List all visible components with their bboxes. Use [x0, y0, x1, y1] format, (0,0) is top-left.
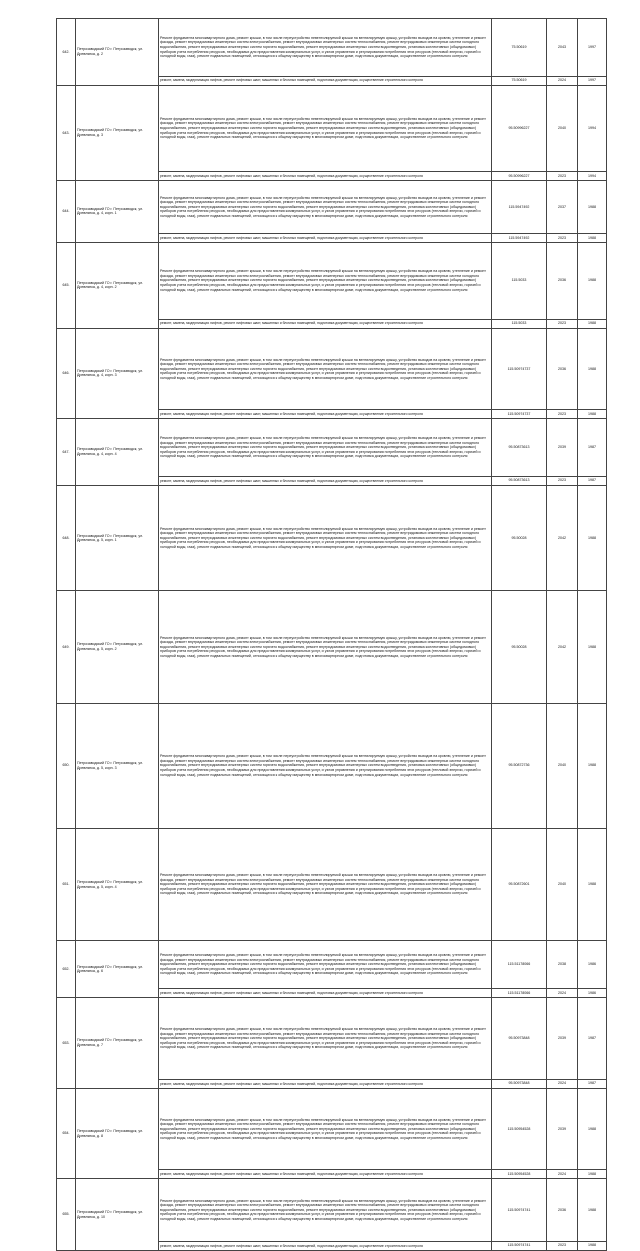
cost-cell: 115.50974741 [492, 1241, 547, 1250]
address-cell: Петрозаводский ГО г. Петрозаводск, ул. Древлянка, д. 4, корп. 1 [76, 180, 159, 242]
build-year-cell: 1997 [578, 19, 607, 77]
table-row [57, 328, 607, 410]
table-row [57, 998, 607, 1080]
build-year-cell: 1994 [578, 85, 607, 171]
work-description: Ремонт фундамента многоквартирного дома, ремонт крыши, в том числе переустройство невентилируемой крыши на вентилируемую крышу, устройство выходов на кровлю, утепление и ремонт фасада, ремонт внутридомовых инженерных систем электроснабжения, ремонт внутридомовых инженерных систем теплоснабжения, ремонт внутридомовых инженерных систем холодного водоснабжения, ремонт внутридомовых инженерных систем горячего водоснабжения, ремонт внутридомовых инженерных систем водоотведения, установка коллективных (общедомовых) приборов учета потребления ресурсов, необходимых для предоставления коммунальных услуг, и узлов управления и регулирования потребления этих ресурсов (тепловой энергии, горячей и холодной воды, газа), ремонт подвальных помещений, относящихся к общему имуществу в многоквартирном доме, подготовка документации, осуществление строительного контроля [159, 242, 492, 319]
repair-year-cell: 2038 [547, 941, 578, 989]
address-cell: Петрозаводский ГО г. Петрозаводск, ул. Древлянка, д. 8 [76, 1088, 159, 1179]
work-description: Ремонт фундамента многоквартирного дома, ремонт крыши, в том числе переустройство невентилируемой крыши на вентилируемую крышу, устройство выходов на кровлю, утепление и ремонт фасада, ремонт внутридомовых инженерных систем электроснабжения, ремонт внутридомовых инженерных систем теплоснабжения, ремонт внутридомовых инженерных систем холодного водоснабжения, ремонт внутридомовых инженерных систем горячего водоснабжения, ремонт внутридомовых инженерных систем водоотведения, установка коллективных (общедомовых) приборов учета потребления ресурсов, необходимых для предоставления коммунальных услуг, и узлов управления и регулирования потребления этих ресурсов (тепловой энергии, горячей и холодной воды, газа), ремонт подвальных помещений, относящихся к общему имуществу в многоквартирном доме, подготовка документации, осуществление строительного контроля [159, 485, 492, 591]
work-description-lift: ремонт, замена, модернизация лифтов, ремонт лифтовых шахт, машинных и блочных помещений, подготовка документации, осуществление строительного контроля [159, 1170, 492, 1179]
repair-year-cell: 2039 [547, 419, 578, 477]
work-description: Ремонт фундамента многоквартирного дома, ремонт крыши, в том числе переустройство невентилируемой крыши на вентилируемую крышу, устройство выходов на кровлю, утепление и ремонт фасада, ремонт внутридомовых инженерных систем электроснабжения, ремонт внутридомовых инженерных систем теплоснабжения, ремонт внутридомовых инженерных систем холодного водоснабжения, ремонт внутридомовых инженерных систем горячего водоснабжения, ремонт внутридомовых инженерных систем водоотведения, установка коллективных (общедомовых) приборов учета потребления ресурсов, необходимых для предоставления коммунальных услуг, и узлов управления и регулирования потребления этих ресурсов (тепловой энергии, горячей и холодной воды, газа), ремонт подвальных помещений, относящихся к общему имуществу в многоквартирном доме, подготовка документации, осуществление строительного контроля [159, 941, 492, 989]
repair-year-cell: 2043 [547, 19, 578, 77]
repair-year-cell: 2023 [547, 233, 578, 242]
row-number: 644. [57, 180, 76, 242]
work-description-lift: ремонт, замена, модернизация лифтов, ремонт лифтовых шахт, машинных и блочных помещений, подготовка документации, осуществление строительного контроля [159, 319, 492, 328]
build-year-cell: 1988 [578, 1241, 607, 1250]
work-description: Ремонт фундамента многоквартирного дома, ремонт крыши, в том числе переустройство невентилируемой крыши на вентилируемую крышу, устройство выходов на кровлю, утепление и ремонт фасада, ремонт внутридомовых инженерных систем электроснабжения, ремонт внутридомовых инженерных систем теплоснабжения, ремонт внутридомовых инженерных систем холодного водоснабжения, ремонт внутридомовых инженерных систем горячего водоснабжения, ремонт внутридомовых инженерных систем водоотведения, установка коллективных (общедомовых) приборов учета потребления ресурсов, необходимых для предоставления коммунальных услуг, и узлов управления и регулирования потребления этих ресурсов (тепловой энергии, горячей и холодной воды, газа), ремонт подвальных помещений, относящихся к общему имуществу в многоквартирном доме, подготовка документации, осуществление строительного контроля [159, 419, 492, 477]
address-cell: Петрозаводский ГО г. Петрозаводск, ул. Древлянка, д. 5, корп. 4 [76, 828, 159, 940]
address-cell: Петрозаводский ГО г. Петрозаводск, ул. Древлянка, д. 5, корп. 2 [76, 591, 159, 703]
cost-cell: 115.50954528 [492, 1170, 547, 1179]
cost-cell: 75.50619 [492, 19, 547, 77]
address-cell: Петрозаводский ГО г. Петрозаводск, ул. Древлянка, д. 4, корп. 2 [76, 242, 159, 328]
build-year-cell: 1994 [578, 171, 607, 180]
cost-cell: 95.50028 [492, 591, 547, 703]
build-year-cell: 1987 [578, 476, 607, 485]
capital-repair-table [56, 18, 607, 1251]
row-number: 654. [57, 1088, 76, 1179]
repair-year-cell: 2036 [547, 328, 578, 410]
cost-cell: 115.5947492 [492, 233, 547, 242]
work-description-lift: ремонт, замена, модернизация лифтов, ремонт лифтовых шахт, машинных и блочных помещений, подготовка документации, осуществление строительного контроля [159, 171, 492, 180]
address-cell: Петрозаводский ГО г. Петрозаводск, ул. Древлянка, д. 6 [76, 941, 159, 998]
table-row [57, 85, 607, 171]
cost-cell: 95.50996227 [492, 85, 547, 171]
repair-year-cell: 2039 [547, 1088, 578, 1170]
cost-cell: 95.50873613 [492, 419, 547, 477]
build-year-cell: 1987 [578, 419, 607, 477]
table-row [57, 19, 607, 77]
row-number: 642. [57, 19, 76, 86]
cost-cell: 95.50872601 [492, 828, 547, 940]
row-number: 653. [57, 998, 76, 1089]
work-description: Ремонт фундамента многоквартирного дома, ремонт крыши, в том числе переустройство невентилируемой крыши на вентилируемую крышу, устройство выходов на кровлю, утепление и ремонт фасада, ремонт внутридомовых инженерных систем электроснабжения, ремонт внутридомовых инженерных систем теплоснабжения, ремонт внутридомовых инженерных систем холодного водоснабжения, ремонт внутридомовых инженерных систем горячего водоснабжения, ремонт внутридомовых инженерных систем водоотведения, установка коллективных (общедомовых) приборов учета потребления ресурсов, необходимых для предоставления коммунальных услуг, и узлов управления и регулирования потребления этих ресурсов (тепловой энергии, горячей и холодной воды, газа), ремонт подвальных помещений, относящихся к общему имуществу в многоквартирном доме, подготовка документации, осуществление строительного контроля [159, 591, 492, 703]
build-year-cell: 1988 [578, 591, 607, 703]
build-year-cell: 1987 [578, 1079, 607, 1088]
cost-cell: 115.5947492 [492, 180, 547, 233]
address-cell: Петрозаводский ГО г. Петрозаводск, ул. Древлянка, д. 2 [76, 19, 159, 86]
repair-year-cell: 2023 [547, 410, 578, 419]
row-number: 647. [57, 419, 76, 486]
work-description: Ремонт фундамента многоквартирного дома, ремонт крыши, в том числе переустройство невентилируемой крыши на вентилируемую крышу, устройство выходов на кровлю, утепление и ремонт фасада, ремонт внутридомовых инженерных систем электроснабжения, ремонт внутридомовых инженерных систем теплоснабжения, ремонт внутридомовых инженерных систем холодного водоснабжения, ремонт внутридомовых инженерных систем горячего водоснабжения, ремонт внутридомовых инженерных систем водоотведения, установка коллективных (общедомовых) приборов учета потребления ресурсов, необходимых для предоставления коммунальных услуг, и узлов управления и регулирования потребления этих ресурсов (тепловой энергии, горячей и холодной воды, газа), ремонт подвальных помещений, относящихся к общему имуществу в многоквартирном доме, подготовка документации, осуществление строительного контроля [159, 828, 492, 940]
cost-cell: 115.51178066 [492, 941, 547, 989]
cost-cell: 95.50996227 [492, 171, 547, 180]
build-year-cell: 1997 [578, 76, 607, 85]
build-year-cell: 1988 [578, 703, 607, 828]
table-row [57, 828, 607, 940]
work-description-lift: ремонт, замена, модернизация лифтов, ремонт лифтовых шахт, машинных и блочных помещений, подготовка документации, осуществление строительного контроля [159, 410, 492, 419]
work-description-lift: ремонт, замена, модернизация лифтов, ремонт лифтовых шахт, машинных и блочных помещений, подготовка документации, осуществление строительного контроля [159, 233, 492, 242]
repair-year-cell: 2039 [547, 998, 578, 1080]
build-year-cell: 1988 [578, 1088, 607, 1170]
work-description: Ремонт фундамента многоквартирного дома, ремонт крыши, в том числе переустройство невентилируемой крыши на вентилируемую крышу, устройство выходов на кровлю, утепление и ремонт фасада, ремонт внутридомовых инженерных систем электроснабжения, ремонт внутридомовых инженерных систем теплоснабжения, ремонт внутридомовых инженерных систем холодного водоснабжения, ремонт внутридомовых инженерных систем горячего водоснабжения, ремонт внутридомовых инженерных систем водоотведения, установка коллективных (общедомовых) приборов учета потребления ресурсов, необходимых для предоставления коммунальных услуг, и узлов управления и регулирования потребления этих ресурсов (тепловой энергии, горячей и холодной воды, газа), ремонт подвальных помещений, относящихся к общему имуществу в многоквартирном доме, подготовка документации, осуществление строительного контроля [159, 180, 492, 233]
repair-year-cell: 2040 [547, 85, 578, 171]
table-row [57, 1179, 607, 1241]
table-row [57, 591, 607, 703]
cost-cell: 75.50619 [492, 76, 547, 85]
table-row [57, 485, 607, 591]
cost-cell: 95.50872736 [492, 703, 547, 828]
cost-cell: 95.50873613 [492, 476, 547, 485]
row-number: 650. [57, 703, 76, 828]
address-cell: Петрозаводский ГО г. Петрозаводск, ул. Древлянка, д. 3 [76, 85, 159, 180]
address-cell: Петрозаводский ГО г. Петрозаводск, ул. Древлянка, д. 7 [76, 998, 159, 1089]
repair-year-cell: 2023 [547, 171, 578, 180]
build-year-cell: 1987 [578, 998, 607, 1080]
address-cell: Петрозаводский ГО г. Петрозаводск, ул. Древлянка, д. 10 [76, 1179, 159, 1250]
table-body [57, 19, 607, 1251]
row-number: 655. [57, 1179, 76, 1250]
build-year-cell: 1988 [578, 328, 607, 410]
repair-year-cell: 2040 [547, 703, 578, 828]
repair-year-cell: 2042 [547, 485, 578, 591]
repair-year-cell: 2024 [547, 1079, 578, 1088]
work-description: Ремонт фундамента многоквартирного дома, ремонт крыши, в том числе переустройство невентилируемой крыши на вентилируемую крышу, устройство выходов на кровлю, утепление и ремонт фасада, ремонт внутридомовых инженерных систем электроснабжения, ремонт внутридомовых инженерных систем теплоснабжения, ремонт внутридомовых инженерных систем холодного водоснабжения, ремонт внутридомовых инженерных систем горячего водоснабжения, ремонт внутридомовых инженерных систем водоотведения, установка коллективных (общедомовых) приборов учета потребления ресурсов, необходимых для предоставления коммунальных услуг, и узлов управления и регулирования потребления этих ресурсов (тепловой энергии, горячей и холодной воды, газа), ремонт подвальных помещений, относящихся к общему имуществу в многоквартирном доме, подготовка документации, осуществление строительного контроля [159, 85, 492, 171]
row-number: 649. [57, 591, 76, 703]
build-year-cell: 1988 [578, 1179, 607, 1241]
table-row [57, 703, 607, 828]
repair-year-cell: 2040 [547, 828, 578, 940]
cost-cell: 115.50974741 [492, 1179, 547, 1241]
address-cell: Петрозаводский ГО г. Петрозаводск, ул. Древлянка, д. 4, корп. 4 [76, 419, 159, 486]
cost-cell: 95.50973848 [492, 1079, 547, 1088]
work-description-lift: ремонт, замена, модернизация лифтов, ремонт лифтовых шахт, машинных и блочных помещений, подготовка документации, осуществление строительного контроля [159, 1079, 492, 1088]
work-description-lift: ремонт, замена, модернизация лифтов, ремонт лифтовых шахт, машинных и блочных помещений, подготовка документации, осуществление строительного контроля [159, 989, 492, 998]
build-year-cell: 1988 [578, 828, 607, 940]
build-year-cell: 1988 [578, 242, 607, 319]
work-description: Ремонт фундамента многоквартирного дома, ремонт крыши, в том числе переустройство невентилируемой крыши на вентилируемую крышу, устройство выходов на кровлю, утепление и ремонт фасада, ремонт внутридомовых инженерных систем электроснабжения, ремонт внутридомовых инженерных систем теплоснабжения, ремонт внутридомовых инженерных систем холодного водоснабжения, ремонт внутридомовых инженерных систем горячего водоснабжения, ремонт внутридомовых инженерных систем водоотведения, установка коллективных (общедомовых) приборов учета потребления ресурсов, необходимых для предоставления коммунальных услуг, и узлов управления и регулирования потребления этих ресурсов (тепловой энергии, горячей и холодной воды, газа), ремонт подвальных помещений, относящихся к общему имуществу в многоквартирном доме, подготовка документации, осуществление строительного контроля [159, 328, 492, 410]
work-description: Ремонт фундамента многоквартирного дома, ремонт крыши, в том числе переустройство невентилируемой крыши на вентилируемую крышу, устройство выходов на кровлю, утепление и ремонт фасада, ремонт внутридомовых инженерных систем электроснабжения, ремонт внутридомовых инженерных систем теплоснабжения, ремонт внутридомовых инженерных систем холодного водоснабжения, ремонт внутридомовых инженерных систем горячего водоснабжения, ремонт внутридомовых инженерных систем водоотведения, установка коллективных (общедомовых) приборов учета потребления ресурсов, необходимых для предоставления коммунальных услуг, и узлов управления и регулирования потребления этих ресурсов (тепловой энергии, горячей и холодной воды, газа), ремонт подвальных помещений, относящихся к общему имуществу в многоквартирном доме, подготовка документации, осуществление строительного контроля [159, 1179, 492, 1241]
register-sheet [56, 18, 596, 1251]
repair-year-cell: 2024 [547, 989, 578, 998]
table-row [57, 1088, 607, 1170]
repair-year-cell: 2023 [547, 476, 578, 485]
build-year-cell: 1988 [578, 319, 607, 328]
work-description-lift: ремонт, замена, модернизация лифтов, ремонт лифтовых шахт, машинных и блочных помещений, подготовка документации, осуществление строительного контроля [159, 76, 492, 85]
build-year-cell: 1988 [578, 410, 607, 419]
address-cell: Петрозаводский ГО г. Петрозаводск, ул. Древлянка, д. 5, корп. 3 [76, 703, 159, 828]
address-cell: Петрозаводский ГО г. Петрозаводск, ул. Древлянка, д. 5, корп. 1 [76, 485, 159, 591]
build-year-cell: 1988 [578, 233, 607, 242]
build-year-cell: 1986 [578, 989, 607, 998]
row-number: 643. [57, 85, 76, 180]
build-year-cell: 1988 [578, 485, 607, 591]
repair-year-cell: 2023 [547, 1241, 578, 1250]
repair-year-cell: 2037 [547, 180, 578, 233]
cost-cell: 95.50028 [492, 485, 547, 591]
repair-year-cell: 2036 [547, 1179, 578, 1241]
table-row [57, 419, 607, 477]
build-year-cell: 1988 [578, 180, 607, 233]
table-row [57, 180, 607, 233]
cost-cell: 115.51178066 [492, 989, 547, 998]
cost-cell: 115.5033 [492, 242, 547, 319]
repair-year-cell: 2042 [547, 591, 578, 703]
table-row [57, 242, 607, 319]
work-description: Ремонт фундамента многоквартирного дома, ремонт крыши, в том числе переустройство невентилируемой крыши на вентилируемую крышу, устройство выходов на кровлю, утепление и ремонт фасада, ремонт внутридомовых инженерных систем электроснабжения, ремонт внутридомовых инженерных систем теплоснабжения, ремонт внутридомовых инженерных систем холодного водоснабжения, ремонт внутридомовых инженерных систем горячего водоснабжения, ремонт внутридомовых инженерных систем водоотведения, установка коллективных (общедомовых) приборов учета потребления ресурсов, необходимых для предоставления коммунальных услуг, и узлов управления и регулирования потребления этих ресурсов (тепловой энергии, горячей и холодной воды, газа), ремонт подвальных помещений, относящихся к общему имуществу в многоквартирном доме, подготовка документации, осуществление строительного контроля [159, 19, 492, 77]
row-number: 645. [57, 242, 76, 328]
work-description: Ремонт фундамента многоквартирного дома, ремонт крыши, в том числе переустройство невентилируемой крыши на вентилируемую крышу, устройство выходов на кровлю, утепление и ремонт фасада, ремонт внутридомовых инженерных систем электроснабжения, ремонт внутридомовых инженерных систем теплоснабжения, ремонт внутридомовых инженерных систем холодного водоснабжения, ремонт внутридомовых инженерных систем горячего водоснабжения, ремонт внутридомовых инженерных систем водоотведения, установка коллективных (общедомовых) приборов учета потребления ресурсов, необходимых для предоставления коммунальных услуг, и узлов управления и регулирования потребления этих ресурсов (тепловой энергии, горячей и холодной воды, газа), ремонт подвальных помещений, относящихся к общему имуществу в многоквартирном доме, подготовка документации, осуществление строительного контроля [159, 703, 492, 828]
cost-cell: 95.50973848 [492, 998, 547, 1080]
row-number: 648. [57, 485, 76, 591]
build-year-cell: 1986 [578, 941, 607, 989]
row-number: 646. [57, 328, 76, 419]
repair-year-cell: 2023 [547, 319, 578, 328]
address-cell: Петрозаводский ГО г. Петрозаводск, ул. Древлянка, д. 4, корп. 3 [76, 328, 159, 419]
row-number: 651. [57, 828, 76, 940]
repair-year-cell: 2036 [547, 242, 578, 319]
cost-cell: 115.5033 [492, 319, 547, 328]
work-description: Ремонт фундамента многоквартирного дома, ремонт крыши, в том числе переустройство невентилируемой крыши на вентилируемую крышу, устройство выходов на кровлю, утепление и ремонт фасада, ремонт внутридомовых инженерных систем электроснабжения, ремонт внутридомовых инженерных систем теплоснабжения, ремонт внутридомовых инженерных систем холодного водоснабжения, ремонт внутридомовых инженерных систем горячего водоснабжения, ремонт внутридомовых инженерных систем водоотведения, установка коллективных (общедомовых) приборов учета потребления ресурсов, необходимых для предоставления коммунальных услуг, и узлов управления и регулирования потребления этих ресурсов (тепловой энергии, горячей и холодной воды, газа), ремонт подвальных помещений, относящихся к общему имуществу в многоквартирном доме, подготовка документации, осуществление строительного контроля [159, 998, 492, 1080]
cost-cell: 115.50974737 [492, 328, 547, 410]
repair-year-cell: 2024 [547, 76, 578, 85]
work-description-lift: ремонт, замена, модернизация лифтов, ремонт лифтовых шахт, машинных и блочных помещений, подготовка документации, осуществление строительного контроля [159, 1241, 492, 1250]
work-description: Ремонт фундамента многоквартирного дома, ремонт крыши, в том числе переустройство невентилируемой крыши на вентилируемую крышу, устройство выходов на кровлю, утепление и ремонт фасада, ремонт внутридомовых инженерных систем электроснабжения, ремонт внутридомовых инженерных систем теплоснабжения, ремонт внутридомовых инженерных систем холодного водоснабжения, ремонт внутридомовых инженерных систем горячего водоснабжения, ремонт внутридомовых инженерных систем водоотведения, установка коллективных (общедомовых) приборов учета потребления ресурсов, необходимых для предоставления коммунальных услуг, и узлов управления и регулирования потребления этих ресурсов (тепловой энергии, горячей и холодной воды, газа), ремонт подвальных помещений, относящихся к общему имуществу в многоквартирном доме, подготовка документации, осуществление строительного контроля [159, 1088, 492, 1170]
repair-year-cell: 2024 [547, 1170, 578, 1179]
build-year-cell: 1988 [578, 1170, 607, 1179]
table-row [57, 941, 607, 989]
row-number: 652. [57, 941, 76, 998]
cost-cell: 115.50954528 [492, 1088, 547, 1170]
work-description-lift: ремонт, замена, модернизация лифтов, ремонт лифтовых шахт, машинных и блочных помещений, подготовка документации, осуществление строительного контроля [159, 476, 492, 485]
cost-cell: 115.50974737 [492, 410, 547, 419]
